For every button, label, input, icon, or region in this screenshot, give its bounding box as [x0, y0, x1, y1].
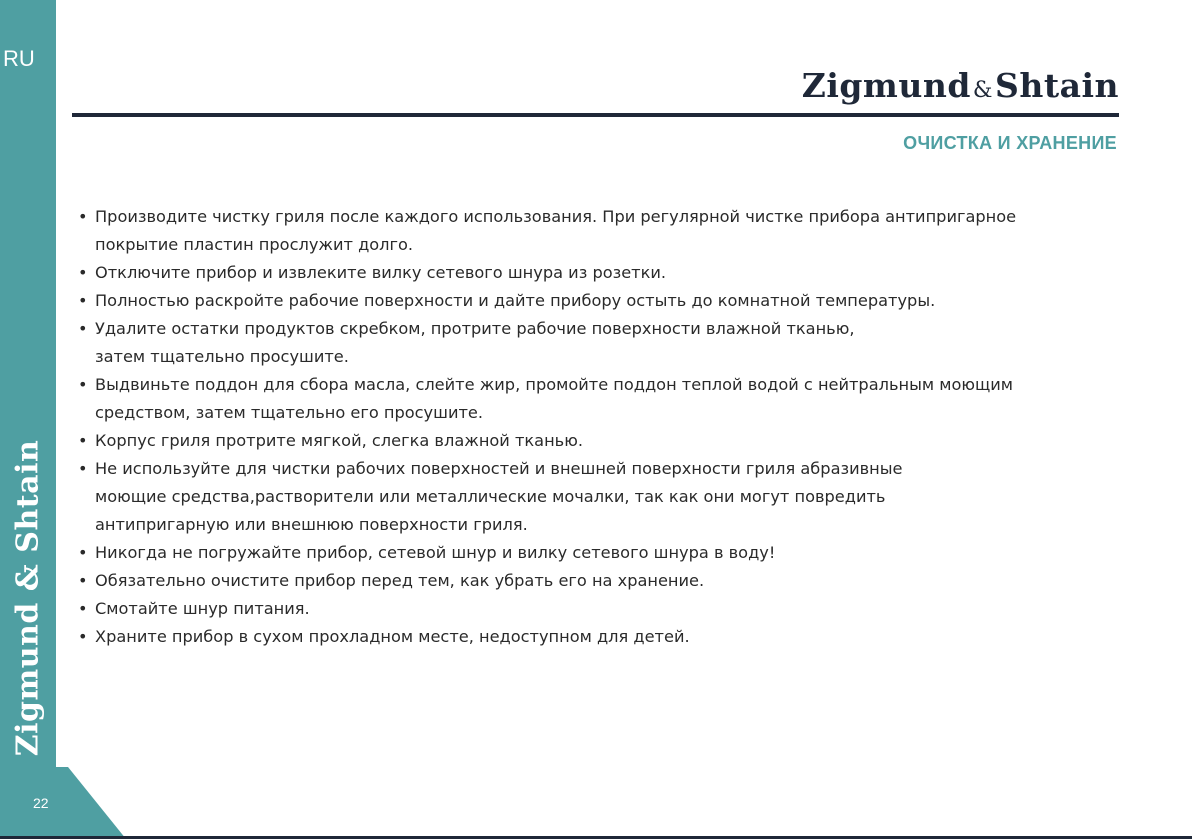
- list-item: [78, 259, 1108, 287]
- header-divider: [72, 113, 1119, 117]
- bullet-icon: •: [78, 431, 88, 450]
- bullet-icon: •: [78, 459, 88, 478]
- list-item-line: Обязательно очистите прибор перед тем, как убрать его на хранение.: [95, 571, 705, 590]
- bullet-icon: •: [78, 627, 88, 646]
- list-item-line: Отключите прибор и извлеките вилку сетевого шнура из розетки.: [95, 263, 667, 282]
- bullet-icon: •: [78, 291, 88, 310]
- list-item: [78, 315, 1108, 371]
- instructions-list: [78, 203, 1108, 651]
- list-item-line: затем тщательно просушите.: [95, 347, 349, 366]
- list-item-line: моющие средства,растворители или металлические мочалки, так как они могут повредить: [95, 487, 886, 506]
- list-item-line: средством, затем тщательно его просушите.: [95, 403, 484, 422]
- list-item: [78, 567, 1108, 595]
- list-item: [78, 623, 1108, 651]
- sidebar-corner-shape: [0, 767, 130, 839]
- list-item: [78, 287, 1108, 315]
- list-item: [78, 427, 1108, 455]
- bullet-icon: •: [78, 319, 88, 338]
- list-item: [78, 595, 1108, 623]
- list-item-line: Корпус гриля протрите мягкой, слегка влажной тканью.: [95, 431, 583, 450]
- list-item: [78, 539, 1108, 567]
- list-item: [78, 455, 1108, 539]
- list-item-line: Полностью раскройте рабочие поверхности и дайте прибору остыть до комнатной температуры.: [95, 291, 936, 310]
- brand-logo-amp: &: [972, 78, 994, 103]
- language-label: RU: [3, 46, 35, 71]
- list-item-line: Производите чистку гриля после каждого использования. При регулярной чистке прибора антипригарное: [95, 207, 1017, 226]
- list-item: [78, 203, 1108, 259]
- list-item-line: Никогда не погружайте прибор, сетевой шнур и вилку сетевого шнура в воду!: [95, 543, 776, 562]
- sidebar-brand-logo: Zigmund & Shtain: [10, 439, 46, 757]
- sidebar: [0, 0, 56, 768]
- page-number: 22: [33, 795, 49, 811]
- list-item-line: Удалите остатки продуктов скребком, протрите рабочие поверхности влажной тканью,: [95, 319, 855, 338]
- list-item-line: антипригарную или внешнюю поверхности гриля.: [95, 515, 528, 534]
- list-item-line: Храните прибор в сухом прохладном месте, недоступном для детей.: [95, 627, 690, 646]
- list-item-line: Выдвиньте поддон для сбора масла, слейте жир, промойте поддон теплой водой с нейтральным моющим: [95, 375, 1013, 394]
- list-item: [78, 371, 1108, 427]
- bullet-icon: •: [78, 599, 88, 618]
- list-item-line: Не используйте для чистки рабочих поверхностей и внешней поверхности гриля абразивные: [95, 459, 903, 478]
- bullet-icon: •: [78, 263, 88, 282]
- bullet-icon: •: [78, 207, 88, 226]
- brand-logo-right: Shtain: [995, 66, 1119, 105]
- list-item-line: покрытие пластин прослужит долго.: [95, 235, 414, 254]
- list-item-line: Смотайте шнур питания.: [95, 599, 310, 618]
- bullet-icon: •: [78, 543, 88, 562]
- bullet-icon: •: [78, 571, 88, 590]
- section-title: ОЧИСТКА И ХРАНЕНИЕ: [903, 133, 1117, 153]
- bullet-icon: •: [78, 375, 88, 394]
- brand-logo-left: Zigmund: [801, 66, 971, 105]
- brand-logo: [802, 66, 1119, 105]
